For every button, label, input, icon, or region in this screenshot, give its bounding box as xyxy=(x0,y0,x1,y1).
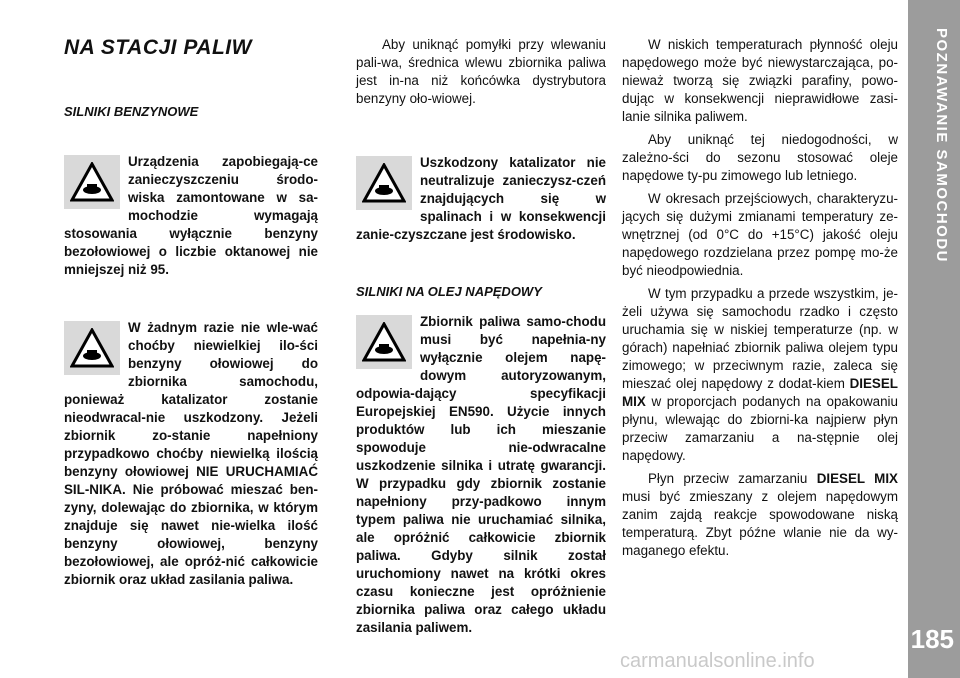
warning-block-1 xyxy=(64,153,318,279)
side-tab xyxy=(908,0,960,678)
warning-text-leaded: W żadnym razie nie wle-wać choćby niewielkiej ilo-ści benzyny ołowiowej do zbiornika samochodu, ponieważ katalizator zostanie nieodwracal-nie uszkodzony. Jeżeli zbiornik zo-stanie napełniony przypadkowo choćby niewielką ilością benzyny ołowiowej NIE URUCHAMIAĆ SIL-NIKA. Nie próbować mieszać ben-zyny, dolewając do zbiornika, w którym znajduje się nawet nie-wielka ilość benzyny ołowiowej, benzyny bezołowiowej, ale opróż-nić całkowicie zbiornik oraz układ zasilania paliwa. xyxy=(64,320,318,587)
paragraph-1: W niskich temperaturach płynność oleju napędowego może być niewystarczająca, po-nieważ tworzą się związki parafiny, powo-dując w konsekwencji nieprawidłowe zasi-lanie silnika paliwem. xyxy=(622,37,898,124)
warning-block-3 xyxy=(356,154,606,244)
warning-triangle-icon xyxy=(64,155,120,209)
section-title-vertical: POZNAWANIE SAMOCHODU xyxy=(933,28,950,264)
paragraph-2: Aby uniknąć tej niedogodności, w zależno-ści do sezonu stosować oleje napędowe ty-pu zimowego lub letniego. xyxy=(622,132,898,183)
section-heading-petrol: SILNIKI BENZYNOWE xyxy=(64,104,199,119)
paragraph-4: W tym przypadku a przede wszystkim, je-żeli używa się samochodu rzadko i często uruchamia się w niskiej temperaturze (np. w górach) napełniać zbiornik paliwa olejem typu zimowego; w przeciwnym razie, zaleca się mieszać olej napędowy z dodat-kiem DIESEL MIX w proporcjach podanych na opakowaniu płynu, wlewając do zbiorni-ka najpierw płyn przeciw zamarzaniu a na-stępnie olej napędowy. xyxy=(622,286,898,463)
warning-text-diesel: Zbiornik paliwa samo-chodu musi być napełnia-ny wyłącznie olejem napę-dowym autoryzowanym, odpowia-dający specyfikacji Europejskiej EN590. Użycie innych produktów lub ich mieszanie spowoduje nie-odwracalne uszkodzenie silnika i utratę gwarancji. W przypadku gdy zbiornik zostanie napełniony przy-padkowo innym typem paliwa nie uruchamiać silnika, ale opróżnić całkowicie zbiornik paliwa. Gdyby silnik został uruchomiony nawet na krótki okres czasu konieczne jest opróżnienie zbiornika paliwa oraz całego układu zasilania paliwem. xyxy=(356,314,606,635)
column-middle xyxy=(356,36,606,637)
warning-text-unleaded: Urządzenia zapobiegają-ce zanieczyszczeniu środo-wiska zamontowane w sa-mochodzie wymagają stosowania wyłącznie benzyny bezołowiowej o liczbie oktanowej nie mniejszej niż 95. xyxy=(64,154,318,277)
warning-triangle-icon xyxy=(356,315,412,369)
warning-block-4 xyxy=(356,313,606,637)
warning-triangle-icon xyxy=(356,156,412,210)
column-left xyxy=(64,36,318,589)
paragraph-5: Płyn przeciw zamarzaniu DIESEL MIX musi być zmieszany z olejem napędowym zanim zajdą reakcje spowodowane niską temperaturą. Zbyt późne wlanie nie da wy-maganego efektu. xyxy=(622,471,898,558)
paragraph-3: W okresach przejściowych, charakteryzu-jących się dużymi zmianami temperatury ze-wnętrznej (od 0°C do +15°C) jakość oleju napędowego rozdzielana przez pompę mo-że być nieodpowiednia. xyxy=(622,191,898,278)
warning-block-2 xyxy=(64,319,318,589)
product-name: DIESEL MIX xyxy=(622,376,898,409)
watermark: carmanualsonline.info xyxy=(620,650,815,672)
page-number: 185 xyxy=(910,624,954,654)
warning-triangle-icon xyxy=(64,321,120,375)
column-right xyxy=(622,36,898,565)
intro-text: Aby uniknąć pomyłki przy wlewaniu pali-wa, średnica wlewu zbiornika paliwa jest in-na niż końcówka dystrybutora benzyny oło-wiowej. xyxy=(356,37,606,106)
product-name: DIESEL MIX xyxy=(816,471,898,486)
warning-text-catalyst: Uszkodzony katalizator nie neutralizuje zanieczysz-czeń znajdujących się w spalinach i w konsekwencji zanie-czyszczane jest środowisko. xyxy=(356,155,606,242)
page-title: NA STACJI PALIW xyxy=(64,36,252,59)
section-heading-diesel: SILNIKI NA OLEJ NAPĘDOWY xyxy=(356,284,542,299)
